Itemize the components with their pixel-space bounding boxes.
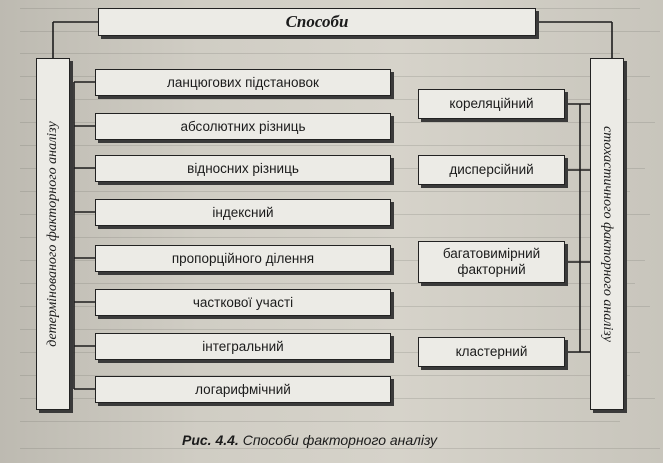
method-label: дисперсійний: [449, 162, 534, 177]
method-label: ланцюгових підстановок: [167, 74, 319, 90]
method-box-logarithmic: [95, 376, 391, 403]
method-box-dispersion: [418, 155, 565, 185]
figure-number: Рис. 4.4.: [182, 432, 239, 448]
method-box-multivariate-factor: [418, 241, 565, 283]
stochastic-analysis-box: [590, 58, 624, 410]
method-label: інтегральний: [202, 338, 284, 354]
method-label: кореляційний: [449, 96, 534, 111]
deterministic-analysis-box: [36, 58, 70, 410]
method-box-cluster: [418, 337, 565, 367]
method-label: відносних різниць: [187, 160, 299, 176]
method-box-absolute-differences: [95, 113, 391, 140]
method-box-proportional-division: [95, 245, 391, 272]
method-label: індексний: [212, 204, 274, 220]
diagram-title: Способи: [285, 12, 349, 31]
method-label: абсолютних різниць: [180, 118, 306, 134]
method-label: багатовимірний факторний: [442, 246, 541, 277]
figure-caption-text: Способи факторного аналізу: [242, 432, 438, 448]
method-label: часткової участі: [192, 294, 294, 310]
method-label: логарифмічний: [195, 381, 291, 397]
diagram-title-box: [98, 8, 536, 36]
method-label: пропорційного ділення: [171, 250, 315, 266]
figure-caption: [182, 432, 437, 448]
method-box-relative-differences: [95, 155, 391, 182]
method-box-chain-substitution: [95, 69, 391, 96]
method-box-integral: [95, 333, 391, 360]
method-box-index: [95, 199, 391, 226]
deterministic-analysis-label: детермінованого факторного аналізу: [45, 121, 60, 347]
method-label: кластерний: [455, 344, 528, 359]
method-box-partial-participation: [95, 289, 391, 316]
method-box-correlation: [418, 89, 565, 119]
stochastic-analysis-label: стохастичного факторного аналізу: [600, 126, 615, 342]
